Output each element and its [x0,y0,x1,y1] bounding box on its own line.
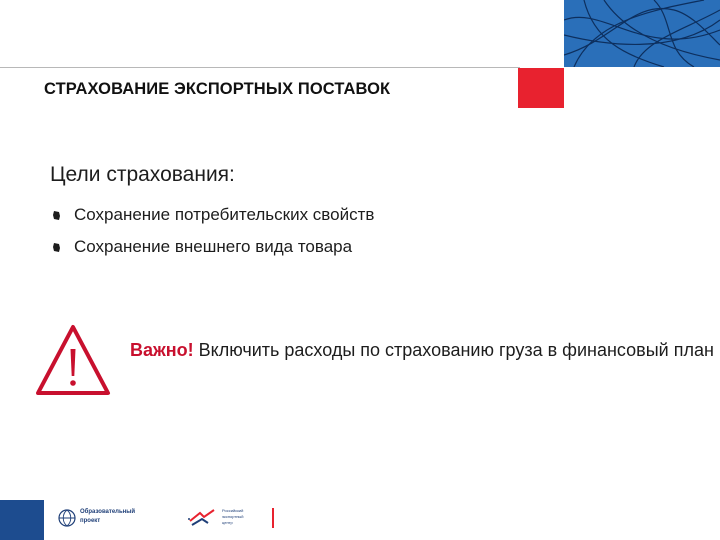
footer-red-divider [272,508,274,528]
warning-triangle-icon [34,323,112,399]
slide-title: СТРАХОВАНИЕ ЭКСПОРТНЫХ ПОСТАВОК [44,80,391,98]
square-bullet-icon [53,211,61,220]
export-center-emblem-icon [186,507,220,529]
title-divider [0,67,520,68]
accent-red-square [518,68,564,108]
goals-heading: Цели страхования: [50,163,235,186]
export-center-logo [186,505,276,531]
list-item [53,199,374,231]
goal-text: Сохранение внешнего вида товара [74,237,353,256]
corner-pattern-graphic [564,0,720,67]
important-label: Важно! [130,340,194,360]
square-bullet-icon [53,243,61,252]
educational-project-logo [58,507,168,529]
important-note [130,338,714,363]
important-text: Включить расходы по страхованию груза в финансовый план [193,340,714,360]
footer-blue-block [0,500,44,540]
logo-two-text: Российский экспортный центр [222,508,244,525]
globe-logo-icon [58,509,76,527]
list-item [53,231,374,263]
goals-list [53,199,374,263]
logo-one-text: Образовательный проект [80,509,136,524]
goal-text: Сохранение потребительских свойств [74,205,375,224]
